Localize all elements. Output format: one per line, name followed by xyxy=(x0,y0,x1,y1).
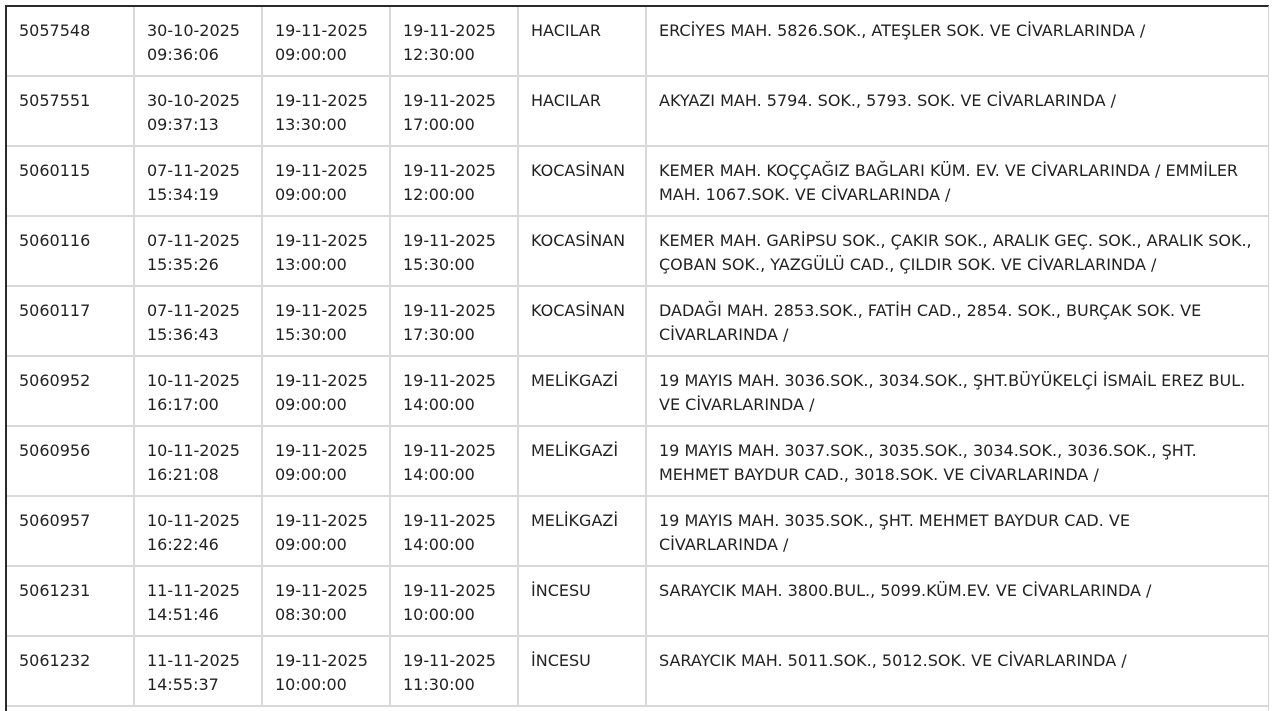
created-datetime-cell: 07-11-2025 15:34:19 xyxy=(135,147,263,217)
table-row xyxy=(7,497,1269,567)
district-cell: HACILAR xyxy=(519,77,647,147)
created-datetime-cell: 07-11-2025 15:36:43 xyxy=(135,287,263,357)
affected-area-cell: 19 MAYIS MAH. 3037.SOK., 3035.SOK., 3034.SOK., 3036.SOK., ŞHT. MEHMET BAYDUR CAD., 3018.SOK. VE CİVARLARINDA / xyxy=(647,427,1269,497)
created-datetime-cell: 10-11-2025 16:22:46 xyxy=(135,497,263,567)
created-datetime-cell: 11-11-2025 14:51:46 xyxy=(135,567,263,637)
affected-area-cell: DADAĞI MAH. 2853.SOK., FATİH CAD., 2854. SOK., BURÇAK SOK. VE CİVARLARINDA / xyxy=(647,287,1269,357)
record-id-cell: 5057548 xyxy=(7,7,135,77)
end-datetime-cell: 19-11-2025 12:30:00 xyxy=(391,7,519,77)
end-datetime-cell: 19-11-2025 15:30:00 xyxy=(391,217,519,287)
start-datetime-cell: 19-11-2025 10:00:00 xyxy=(263,637,391,707)
table-row xyxy=(7,357,1269,427)
affected-area-cell: SARAYCIK MAH. 5011.SOK., 5012.SOK. VE CİVARLARINDA / xyxy=(647,637,1269,707)
start-datetime-cell: 19-11-2025 13:30:00 xyxy=(263,77,391,147)
start-datetime-cell: 19-11-2025 15:30:00 xyxy=(263,287,391,357)
table-row xyxy=(7,637,1269,707)
end-datetime-cell: 19-11-2025 11:30:00 xyxy=(391,637,519,707)
end-datetime-cell: 19-11-2025 17:00:00 xyxy=(391,77,519,147)
district-cell: İNCESU xyxy=(519,637,647,707)
affected-area-cell: KEMER MAH. KOÇÇAĞIZ BAĞLARI KÜM. EV. VE CİVARLARINDA / EMMİLER MAH. 1067.SOK. VE CİVARLARINDA / xyxy=(647,147,1269,217)
start-datetime-cell: 19-11-2025 09:00:00 xyxy=(263,7,391,77)
district-cell: HACILAR xyxy=(519,7,647,77)
table-row xyxy=(7,287,1269,357)
district-cell: İNCESU xyxy=(519,567,647,637)
end-datetime-cell: 19-11-2025 14:00:00 xyxy=(391,497,519,567)
table-row xyxy=(7,147,1269,217)
start-datetime-cell: 19-11-2025 09:00:00 xyxy=(263,357,391,427)
record-id-cell: 5060957 xyxy=(7,497,135,567)
district-cell: MELİKGAZİ xyxy=(519,357,647,427)
district-cell: MELİKGAZİ xyxy=(519,427,647,497)
end-datetime-cell: 19-11-2025 10:00:00 xyxy=(391,567,519,637)
affected-area-cell: AKYAZI MAH. 5794. SOK., 5793. SOK. VE CİVARLARINDA / xyxy=(647,77,1269,147)
record-id-cell: 5060956 xyxy=(7,427,135,497)
affected-area-cell: KEMER MAH. GARİPSU SOK., ÇAKIR SOK., ARALIK GEÇ. SOK., ARALIK SOK., ÇOBAN SOK., YAZGÜLÜ CAD., ÇILDIR SOK. VE CİVARLARINDA / xyxy=(647,217,1269,287)
district-cell: KOCASİNAN xyxy=(519,287,647,357)
record-id-cell: 5057551 xyxy=(7,77,135,147)
end-datetime-cell: 19-11-2025 17:30:00 xyxy=(391,287,519,357)
end-datetime-cell: 19-11-2025 14:00:00 xyxy=(391,427,519,497)
end-datetime-cell: 19-11-2025 12:00:00 xyxy=(391,147,519,217)
district-cell: MELİKGAZİ xyxy=(519,497,647,567)
start-datetime-cell: 19-11-2025 13:00:00 xyxy=(263,217,391,287)
created-datetime-cell: 10-11-2025 16:21:08 xyxy=(135,427,263,497)
end-datetime-cell: 19-11-2025 14:00:00 xyxy=(391,357,519,427)
outage-table xyxy=(7,7,1269,707)
record-id-cell: 5061231 xyxy=(7,567,135,637)
table-row xyxy=(7,7,1269,77)
table-row xyxy=(7,77,1269,147)
record-id-cell: 5060952 xyxy=(7,357,135,427)
outage-table-body xyxy=(7,7,1269,707)
record-id-cell: 5060117 xyxy=(7,287,135,357)
start-datetime-cell: 19-11-2025 09:00:00 xyxy=(263,147,391,217)
record-id-cell: 5061232 xyxy=(7,637,135,707)
affected-area-cell: 19 MAYIS MAH. 3036.SOK., 3034.SOK., ŞHT.BÜYÜKELÇİ İSMAİL EREZ BUL. VE CİVARLARINDA / xyxy=(647,357,1269,427)
created-datetime-cell: 11-11-2025 14:55:37 xyxy=(135,637,263,707)
table-row xyxy=(7,217,1269,287)
start-datetime-cell: 19-11-2025 09:00:00 xyxy=(263,427,391,497)
outage-table-container xyxy=(5,5,1269,711)
record-id-cell: 5060116 xyxy=(7,217,135,287)
created-datetime-cell: 30-10-2025 09:36:06 xyxy=(135,7,263,77)
table-row xyxy=(7,427,1269,497)
affected-area-cell: 19 MAYIS MAH. 3035.SOK., ŞHT. MEHMET BAYDUR CAD. VE CİVARLARINDA / xyxy=(647,497,1269,567)
affected-area-cell: ERCİYES MAH. 5826.SOK., ATEŞLER SOK. VE CİVARLARINDA / xyxy=(647,7,1269,77)
district-cell: KOCASİNAN xyxy=(519,217,647,287)
created-datetime-cell: 07-11-2025 15:35:26 xyxy=(135,217,263,287)
record-id-cell: 5060115 xyxy=(7,147,135,217)
affected-area-cell: SARAYCIK MAH. 3800.BUL., 5099.KÜM.EV. VE CİVARLARINDA / xyxy=(647,567,1269,637)
created-datetime-cell: 10-11-2025 16:17:00 xyxy=(135,357,263,427)
start-datetime-cell: 19-11-2025 09:00:00 xyxy=(263,497,391,567)
created-datetime-cell: 30-10-2025 09:37:13 xyxy=(135,77,263,147)
table-row xyxy=(7,567,1269,637)
start-datetime-cell: 19-11-2025 08:30:00 xyxy=(263,567,391,637)
district-cell: KOCASİNAN xyxy=(519,147,647,217)
